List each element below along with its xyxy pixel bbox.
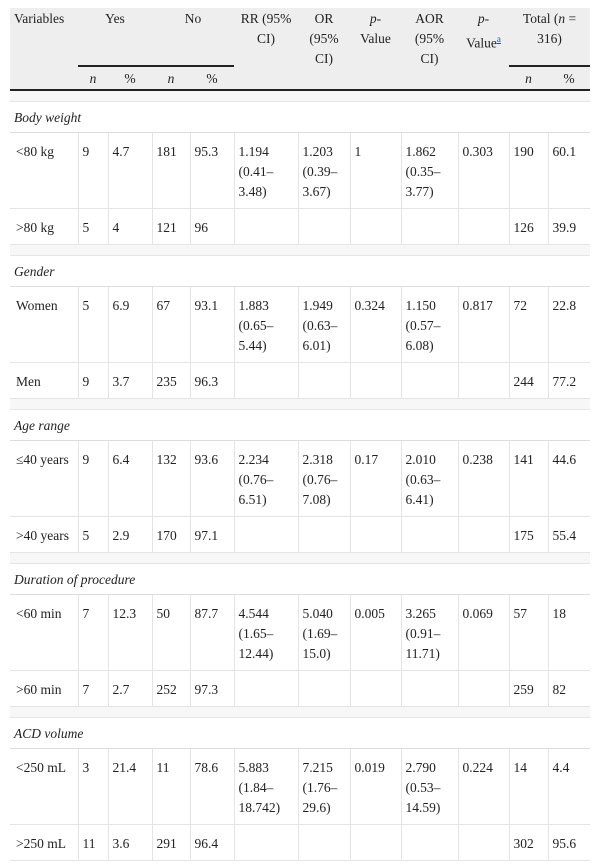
section-spacer [10, 707, 590, 718]
cell-label: >80 kg [10, 209, 78, 245]
cell-p2 [458, 825, 509, 861]
spacer-cell [10, 245, 590, 256]
table-row [10, 825, 590, 861]
cell-aor [401, 363, 458, 399]
section-title: Age range [10, 410, 590, 441]
cell-or: 1.949 (0.63–6.01) [298, 287, 350, 363]
cell-aor: 2.790 (0.53–14.59) [401, 749, 458, 825]
cell-no-pct: 97.3 [190, 671, 234, 707]
cell-p [350, 517, 401, 553]
cell-aor [401, 517, 458, 553]
cell-yes-pct: 12.3 [108, 595, 152, 671]
cell-label: >250 mL [10, 825, 78, 861]
cell-p2 [458, 517, 509, 553]
cell-rr: 2.234 (0.76–6.51) [234, 441, 298, 517]
table-row [10, 209, 590, 245]
cell-no-n: 50 [152, 595, 190, 671]
cell-total-n: 14 [509, 749, 548, 825]
cell-yes-n: 9 [78, 441, 108, 517]
cell-or: 1.203 (0.39–3.67) [298, 133, 350, 209]
header-row [10, 8, 590, 66]
cell-no-n: 252 [152, 671, 190, 707]
spacer-cell [10, 707, 590, 718]
cell-yes-pct: 2.7 [108, 671, 152, 707]
cell-yes-pct: 3.6 [108, 825, 152, 861]
cell-no-n: 132 [152, 441, 190, 517]
sub-yes-n: n [78, 66, 108, 90]
cell-total-pct: 39.9 [548, 209, 590, 245]
cell-label: >40 years [10, 517, 78, 553]
cell-rr: 1.883 (0.65–5.44) [234, 287, 298, 363]
cell-no-pct: 97.1 [190, 517, 234, 553]
cell-label: <250 mL [10, 749, 78, 825]
cell-no-pct: 96.3 [190, 363, 234, 399]
total-prefix: Total ( [522, 11, 559, 26]
cell-p [350, 671, 401, 707]
cell-no-n: 121 [152, 209, 190, 245]
cell-no-n: 235 [152, 363, 190, 399]
sub-total-n: n [509, 66, 548, 90]
cell-p2: 0.303 [458, 133, 509, 209]
section-header-row [10, 718, 590, 749]
cell-no-n: 181 [152, 133, 190, 209]
cell-p [350, 209, 401, 245]
section-header-row [10, 256, 590, 287]
cell-label: >60 min [10, 671, 78, 707]
cell-no-pct: 96.4 [190, 825, 234, 861]
cell-no-n: 11 [152, 749, 190, 825]
cell-yes-n: 11 [78, 825, 108, 861]
header-p-value [350, 8, 401, 90]
total-n: n [558, 11, 566, 26]
cell-no-n: 291 [152, 825, 190, 861]
cell-no-pct: 87.7 [190, 595, 234, 671]
cell-aor: 1.862 (0.35–3.77) [401, 133, 458, 209]
header-variables: Variables [10, 8, 78, 90]
cell-rr: 4.544 (1.65–12.44) [234, 595, 298, 671]
cell-label: <80 kg [10, 133, 78, 209]
cell-rr [234, 209, 298, 245]
cell-yes-pct: 2.9 [108, 517, 152, 553]
section-spacer [10, 90, 590, 102]
cell-yes-pct: 6.4 [108, 441, 152, 517]
cell-p2: 0.238 [458, 441, 509, 517]
sub-no-pct: % [190, 66, 234, 90]
p-value-word-2: Value [466, 35, 497, 51]
cell-or: 7.215 (1.76–29.6) [298, 749, 350, 825]
cell-rr [234, 671, 298, 707]
cell-total-pct: 95.6 [548, 825, 590, 861]
cell-rr [234, 517, 298, 553]
section-spacer [10, 399, 590, 410]
cell-no-pct: 95.3 [190, 133, 234, 209]
cell-rr: 5.883 (1.84–18.742) [234, 749, 298, 825]
cell-no-pct: 93.1 [190, 287, 234, 363]
table-row [10, 671, 590, 707]
cell-total-pct: 60.1 [548, 133, 590, 209]
header-total [509, 8, 590, 66]
cell-p [350, 825, 401, 861]
cell-total-n: 190 [509, 133, 548, 209]
table-row [10, 441, 590, 517]
cell-no-pct: 78.6 [190, 749, 234, 825]
cell-total-n: 141 [509, 441, 548, 517]
cell-no-pct: 96 [190, 209, 234, 245]
cell-rr: 1.194 (0.41–3.48) [234, 133, 298, 209]
cell-yes-pct: 4.7 [108, 133, 152, 209]
cell-total-n: 175 [509, 517, 548, 553]
cell-p [350, 363, 401, 399]
cell-yes-n: 5 [78, 209, 108, 245]
cell-or: 5.040 (1.69–15.0) [298, 595, 350, 671]
cell-yes-n: 5 [78, 287, 108, 363]
cell-p: 0.019 [350, 749, 401, 825]
cell-yes-n: 7 [78, 671, 108, 707]
section-header-row [10, 564, 590, 595]
cell-yes-n: 5 [78, 517, 108, 553]
cell-total-n: 57 [509, 595, 548, 671]
cell-aor: 3.265 (0.91–11.71) [401, 595, 458, 671]
footnote-link[interactable]: a [496, 34, 501, 44]
cell-or [298, 517, 350, 553]
cell-p2 [458, 363, 509, 399]
cell-p: 0.17 [350, 441, 401, 517]
cell-total-pct: 18 [548, 595, 590, 671]
section-title: Body weight [10, 102, 590, 133]
cell-total-n: 302 [509, 825, 548, 861]
section-spacer [10, 553, 590, 564]
header-p-value-adjusted [458, 8, 509, 90]
cell-or: 2.318 (0.76–7.08) [298, 441, 350, 517]
section-title: Duration of procedure [10, 564, 590, 595]
cell-yes-n: 9 [78, 363, 108, 399]
section-title: Gender [10, 256, 590, 287]
cell-total-n: 126 [509, 209, 548, 245]
header-rr: RR (95% CI) [234, 8, 298, 90]
cell-total-pct: 55.4 [548, 517, 590, 553]
results-table [10, 8, 590, 861]
cell-label: Men [10, 363, 78, 399]
cell-p: 1 [350, 133, 401, 209]
p-value-word: Value [360, 31, 391, 46]
section-title: ACD volume [10, 718, 590, 749]
cell-total-pct: 4.4 [548, 749, 590, 825]
cell-rr [234, 363, 298, 399]
cell-label: <60 min [10, 595, 78, 671]
sub-total-pct: % [548, 66, 590, 90]
cell-yes-pct: 4 [108, 209, 152, 245]
cell-yes-n: 7 [78, 595, 108, 671]
sub-yes-pct: % [108, 66, 152, 90]
table-row [10, 363, 590, 399]
table-row [10, 517, 590, 553]
cell-no-n: 67 [152, 287, 190, 363]
cell-aor: 2.010 (0.63–6.41) [401, 441, 458, 517]
spacer-cell [10, 90, 590, 102]
cell-total-pct: 22.8 [548, 287, 590, 363]
cell-total-pct: 44.6 [548, 441, 590, 517]
header-or: OR (95% CI) [298, 8, 350, 90]
cell-total-pct: 82 [548, 671, 590, 707]
table-row [10, 287, 590, 363]
cell-aor [401, 825, 458, 861]
cell-no-n: 170 [152, 517, 190, 553]
cell-p2: 0.069 [458, 595, 509, 671]
cell-or [298, 363, 350, 399]
cell-label: Women [10, 287, 78, 363]
total-suffix: = 316) [537, 11, 577, 46]
header-no: No [152, 8, 234, 66]
table-row [10, 595, 590, 671]
cell-or [298, 671, 350, 707]
cell-label: ≤40 years [10, 441, 78, 517]
table-row [10, 749, 590, 825]
header-yes: Yes [78, 8, 152, 66]
cell-aor [401, 209, 458, 245]
cell-p2: 0.817 [458, 287, 509, 363]
table-body [10, 90, 590, 861]
cell-p2 [458, 671, 509, 707]
cell-aor [401, 671, 458, 707]
cell-yes-pct: 3.7 [108, 363, 152, 399]
p-italic-2: p- [477, 11, 490, 26]
cell-aor: 1.150 (0.57–6.08) [401, 287, 458, 363]
cell-p: 0.005 [350, 595, 401, 671]
cell-rr [234, 825, 298, 861]
section-spacer [10, 245, 590, 256]
cell-or [298, 825, 350, 861]
cell-p: 0.324 [350, 287, 401, 363]
cell-total-pct: 77.2 [548, 363, 590, 399]
cell-yes-n: 9 [78, 133, 108, 209]
section-header-row [10, 102, 590, 133]
table-row [10, 133, 590, 209]
cell-yes-n: 3 [78, 749, 108, 825]
cell-no-pct: 93.6 [190, 441, 234, 517]
cell-yes-pct: 6.9 [108, 287, 152, 363]
cell-total-n: 72 [509, 287, 548, 363]
header-aor: AOR (95% CI) [401, 8, 458, 90]
cell-or [298, 209, 350, 245]
spacer-cell [10, 553, 590, 564]
cell-p2 [458, 209, 509, 245]
section-header-row [10, 410, 590, 441]
p-italic: p- [369, 11, 382, 26]
cell-total-n: 259 [509, 671, 548, 707]
cell-yes-pct: 21.4 [108, 749, 152, 825]
spacer-cell [10, 399, 590, 410]
sub-no-n: n [152, 66, 190, 90]
cell-total-n: 244 [509, 363, 548, 399]
cell-p2: 0.224 [458, 749, 509, 825]
